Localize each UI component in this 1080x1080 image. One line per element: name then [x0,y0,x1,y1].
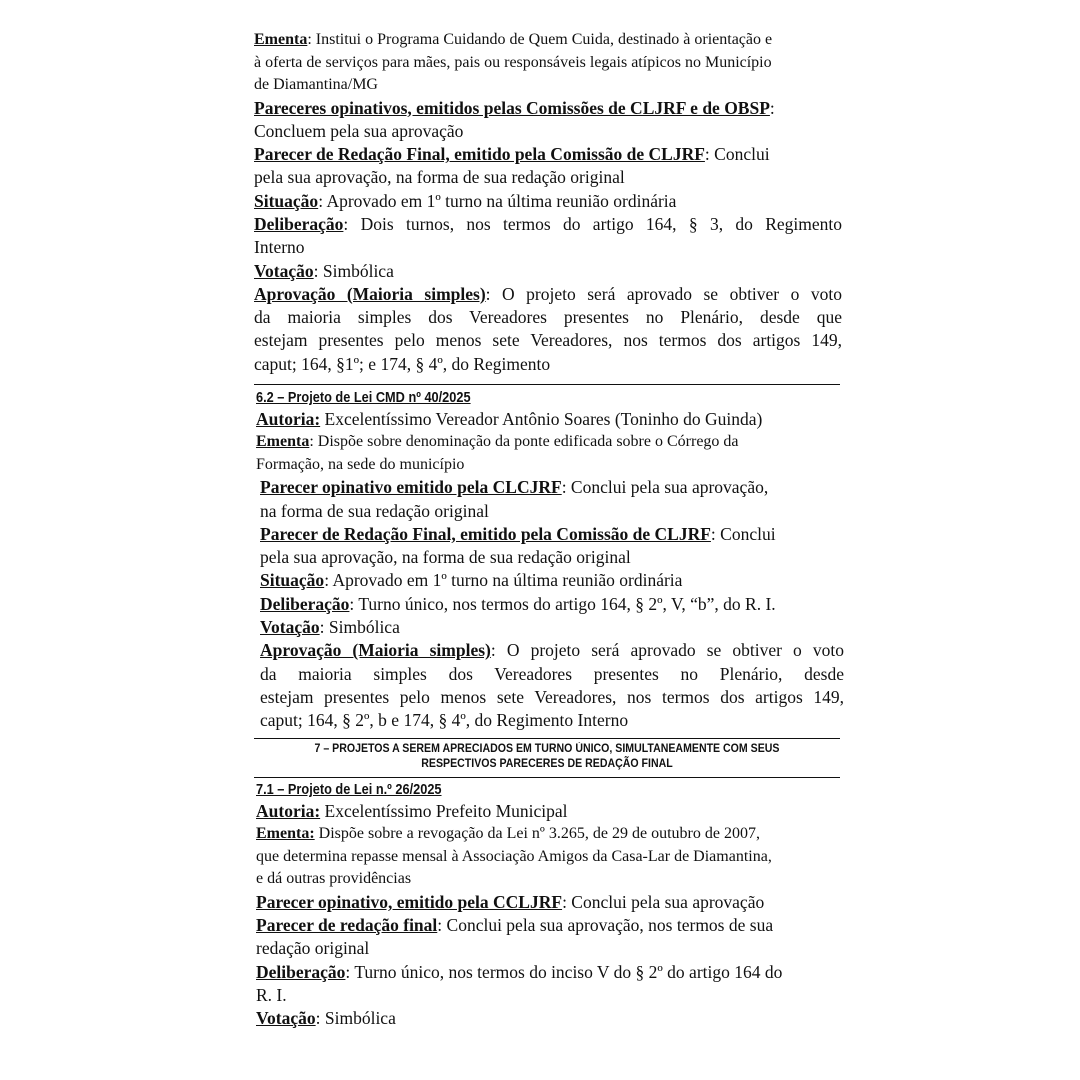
deliberacao-label: Deliberação [254,213,344,234]
aprovacao-line: da maioria simples dos Vereadores presentes no Plenário, desde [260,663,844,684]
deliberacao-label: Deliberação [260,593,350,614]
votacao-line: Votação: Simbólica [254,260,394,281]
redacao-final-line: pela sua aprovação, na forma de sua redação original [260,547,631,568]
deliberacao-line: Deliberação: Turno único, nos termos do artigo 164, § 2º, V, “b”, do R. I. [260,593,776,614]
pareceres-label: Pareceres opinativos, emitidos pelas Comissões de CLJRF e de OBSP [254,97,770,118]
deliberacao-line: Deliberação: Dois turnos, nos termos do artigo 164, § 3, do Regimento [254,213,842,234]
pareceres-line: Pareceres opinativos, emitidos pelas Comissões de CLJRF e de OBSP: [254,97,775,118]
parecer-opinativo-line: Parecer opinativo emitido pela CLCJRF: Conclui pela sua aprovação, [260,477,769,498]
autoria-line: Autoria: Excelentíssimo Vereador Antônio Soares (Toninho do Guinda) [256,409,763,429]
parecer-opinativo-line: na forma de sua redação original [260,500,489,521]
ementa-line: Ementa: Dispõe sobre denominação da ponte edificada sobre o Córrego da [256,433,739,451]
aprovacao-line: caput; 164, § 2º, b e 174, § 4º, do Regimento Interno [260,710,629,731]
section-7-1-title: 7.1 – Projeto de Lei n.º 26/2025 [256,782,442,798]
autoria-line: Autoria: Excelentíssimo Prefeito Municipal [256,801,568,821]
aprovacao-line: estejam presentes pelo menos sete Vereadores, nos termos dos artigos 149, [254,330,842,351]
section-7-banner-line: RESPECTIVOS PARECERES DE REDAÇÃO FINAL [421,758,673,770]
deliberacao-line: R. I. [256,984,287,1005]
votacao-line: Votação: Simbólica [256,1008,396,1029]
aprovacao-line: caput; 164, §1º; e 174, § 4º, do Regimento [254,353,551,374]
ementa-label: Ementa [256,433,310,451]
ementa-line: Ementa: Institui o Programa Cuidando de Quem Cuida, destinado à orientação e [254,31,773,48]
ementa-line: que determina repasse mensal à Associação Amigos da Casa-Lar de Diamantina, [256,847,772,865]
ementa-line: Formação, na sede do município [256,455,465,473]
section-divider [254,777,840,778]
aprovacao-line: Aprovação (Maioria simples): O projeto será aprovado se obtiver o voto [260,640,844,661]
votacao-line: Votação: Simbólica [260,617,400,638]
redacao-final-line: redação original [256,938,370,959]
ementa-line: Ementa: Dispõe sobre a revogação da Lei nº 3.265, de 29 de outubro de 2007, [256,825,760,843]
deliberacao-line: Interno [254,237,305,258]
redacao-final-label: Parecer de redação final [256,915,438,936]
redacao-final-line: Parecer de redação final: Conclui pela sua aprovação, nos termos de sua [256,915,774,936]
redacao-final-label: Parecer de Redação Final, emitido pela Comissão de CLJRF [260,523,711,544]
aprovacao-line: estejam presentes pelo menos sete Vereadores, nos termos dos artigos 149, [260,686,844,707]
ementa-line: à oferta de serviços para mães, pais ou responsáveis legais atípicos no Município [254,53,772,71]
autoria-label: Autoria: [256,409,321,429]
ementa-label: Ementa: [256,825,315,843]
ementa-line: e dá outras providências [256,870,412,888]
deliberacao-line: Deliberação: Turno único, nos termos do inciso V do § 2º do artigo 164 do [256,961,783,982]
autoria-label: Autoria: [256,801,321,821]
section-7-1 [256,780,848,1031]
section-divider [254,738,840,739]
section-7-banner [277,742,816,772]
aprovacao-label: Aprovação (Maioria simples) [260,640,491,661]
situacao-label: Situação [260,570,325,591]
section-6-2 [256,388,844,733]
parecer-opinativo-label: Parecer opinativo, emitido pela CCLJRF [256,891,563,912]
deliberacao-label: Deliberação [256,961,346,982]
situacao-label: Situação [254,190,319,211]
redacao-final-line: pela sua aprovação, na forma de sua redação original [254,167,625,188]
ementa-line: de Diamantina/MG [254,76,378,93]
ementa-label: Ementa [254,31,308,48]
parecer-opinativo-line: Parecer opinativo, emitido pela CCLJRF: Conclui pela sua aprovação [256,891,765,912]
situacao-line: Situação: Aprovado em 1º turno na última reunião ordinária [254,190,677,211]
section-previous-item [254,29,842,376]
aprovacao-line: da maioria simples dos Vereadores presentes no Plenário, desde que [254,307,842,328]
votacao-label: Votação [260,617,320,638]
pareceres-line: Concluem pela sua aprovação [254,120,464,141]
section-6-2-title: 6.2 – Projeto de Lei CMD nº 40/2025 [256,390,471,406]
aprovacao-label: Aprovação (Maioria simples) [254,283,486,304]
situacao-line: Situação: Aprovado em 1º turno na última reunião ordinária [260,570,683,591]
redacao-final-line: Parecer de Redação Final, emitido pela Comissão de CLJRF: Conclui [260,523,776,544]
section-divider [254,384,840,385]
votacao-label: Votação [254,260,314,281]
votacao-label: Votação [256,1008,316,1029]
parecer-opinativo-label: Parecer opinativo emitido pela CLCJRF [260,477,562,498]
redacao-final-label: Parecer de Redação Final, emitido pela Comissão de CLJRF [254,144,705,165]
aprovacao-line: Aprovação (Maioria simples): O projeto será aprovado se obtiver o voto [254,283,842,304]
redacao-final-line: Parecer de Redação Final, emitido pela Comissão de CLJRF: Conclui [254,144,770,165]
section-7-banner-line: 7 – PROJETOS A SEREM APRECIADOS EM TURNO ÚNICO, SIMULTANEAMENTE COM SEUS [314,743,780,755]
